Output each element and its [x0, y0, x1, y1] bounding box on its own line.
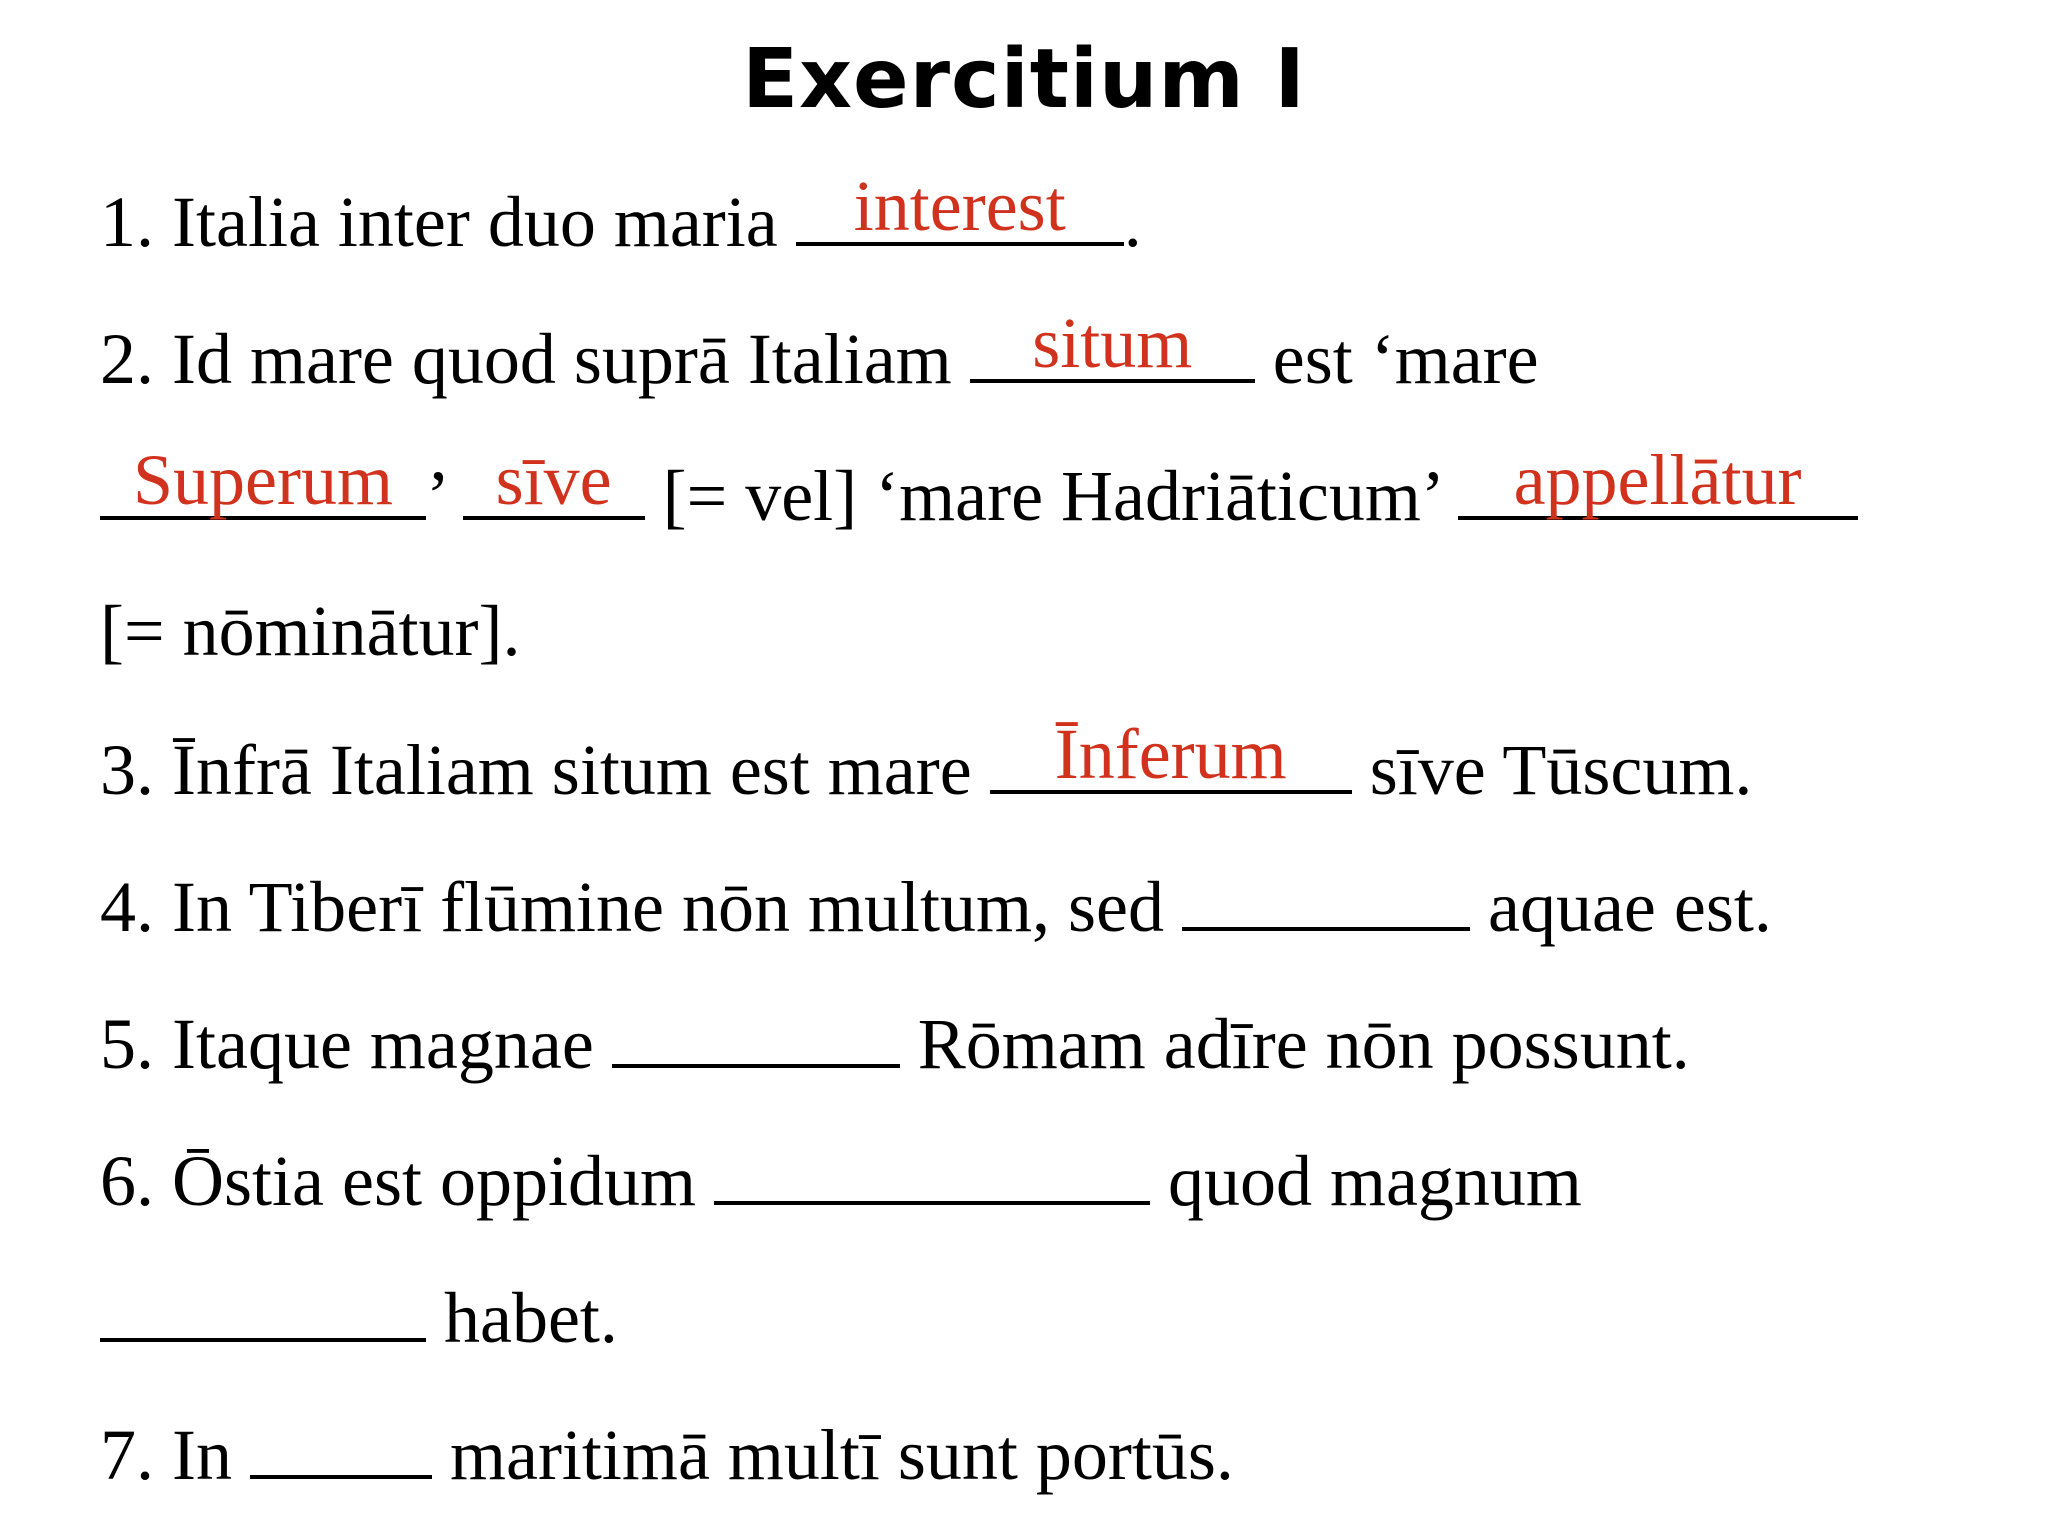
sentence-text: 1. Italia inter duo maria [100, 182, 796, 262]
exercise-line-8 [100, 1139, 1582, 1221]
exercise-line-1 [100, 166, 1142, 262]
answer-blank[interactable] [250, 1413, 432, 1479]
sentence-text: 3. Īnfrā Italiam situm est mare [100, 730, 990, 810]
answer-blank[interactable] [796, 166, 1124, 246]
sentence-text: [= nōminātur]. [100, 591, 521, 671]
exercise-line-2 [100, 303, 1539, 399]
exercise-line-10 [100, 1413, 1234, 1495]
exercise-title: Exercitium I [742, 32, 1306, 127]
answer-blank[interactable] [990, 714, 1352, 794]
answer-blank[interactable] [1458, 440, 1858, 520]
answer-blank[interactable] [612, 1002, 900, 1068]
sentence-text: maritimā multī sunt portūs. [431, 1415, 1234, 1495]
answer-text: sīve [495, 440, 612, 520]
answer-blank[interactable] [100, 440, 426, 520]
sentence-text: [= vel] ‘mare Hadriāticum’ [644, 456, 1458, 536]
answer-blank[interactable] [100, 1276, 426, 1342]
exercise-line-5 [100, 714, 1753, 810]
answer-text: Īnferum [1054, 714, 1287, 794]
exercise-line-6 [100, 865, 1772, 947]
sentence-text: . [1123, 182, 1142, 262]
exercise-line-9 [100, 1276, 618, 1358]
sentence-text: 2. Id mare quod suprā Italiam [100, 319, 970, 399]
sentence-text: 5. Itaque magnae [100, 1004, 612, 1084]
exercise-line-3 [100, 440, 1858, 536]
answer-text: Superum [133, 440, 393, 520]
exercise-line-7 [100, 1002, 1690, 1084]
sentence-text: aquae est. [1470, 867, 1772, 947]
sentence-text: ’ [426, 456, 463, 536]
answer-text: appellātur [1513, 440, 1802, 520]
answer-blank[interactable] [1182, 865, 1470, 931]
sentence-text: sīve Tūscum. [1351, 730, 1753, 810]
exercise-line-4 [100, 591, 521, 671]
answer-blank[interactable] [970, 303, 1255, 383]
answer-text: interest [853, 166, 1066, 246]
sentence-text: 7. In [100, 1415, 250, 1495]
answer-text: situm [1032, 303, 1193, 383]
sentence-text: 4. In Tiberī flūmine nōn multum, sed [100, 867, 1183, 947]
sentence-text: quod magnum [1149, 1141, 1582, 1221]
sentence-text: habet. [426, 1278, 618, 1358]
sentence-text: Rōmam adīre nōn possunt. [899, 1004, 1690, 1084]
sentence-text: 6. Ōstia est oppidum [100, 1141, 714, 1221]
answer-blank[interactable] [714, 1139, 1150, 1205]
sentence-text: est ‘mare [1254, 319, 1539, 399]
answer-blank[interactable] [463, 440, 645, 520]
